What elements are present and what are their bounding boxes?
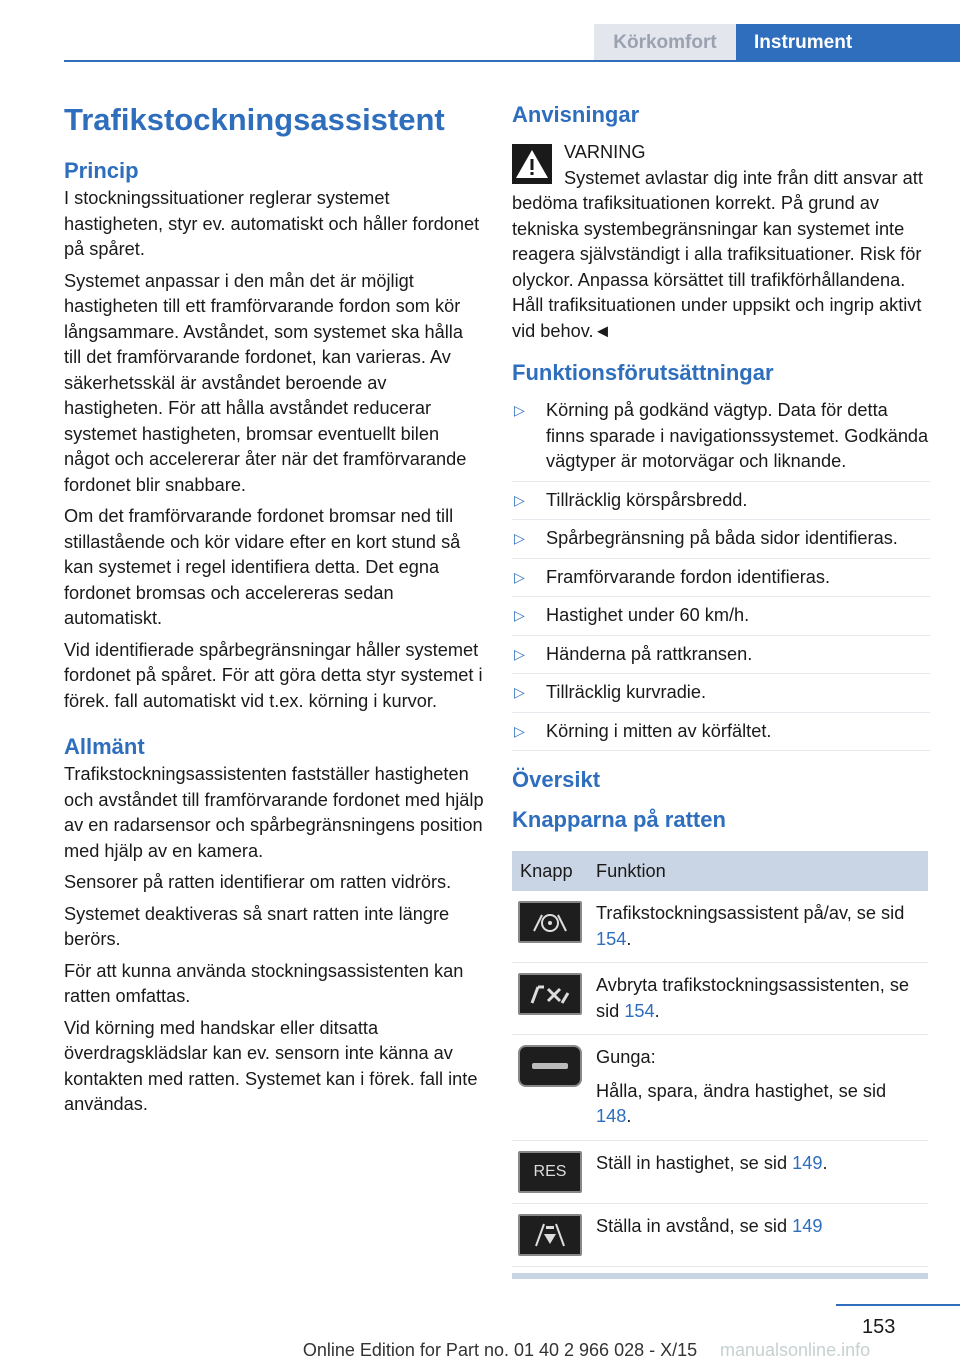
page-link[interactable]: 148 (596, 1106, 627, 1126)
warning-title: VARNING (564, 142, 646, 162)
page-link[interactable]: 149 (792, 1215, 823, 1236)
right-column (512, 100, 930, 1279)
page-link[interactable]: 154 (596, 928, 627, 949)
bullet-triangle-icon: ▷ (514, 684, 525, 700)
bullet-triangle-icon: ▷ (514, 568, 525, 585)
distance-icon (518, 1214, 582, 1256)
page-link[interactable]: 149 (792, 1152, 823, 1173)
table-bottom-bar (512, 1273, 928, 1279)
page-link[interactable]: 154 (624, 1000, 655, 1021)
page-number: 153 (862, 1316, 896, 1338)
edition-text: Online Edition for Part no. 01 40 2 966 028 - X/15 (302, 1340, 698, 1360)
tab-instrument[interactable]: Instrument (736, 24, 960, 62)
list-item (512, 719, 930, 752)
list-item-text: Hastighet under 60 km/h. (546, 605, 750, 625)
list-item-text: Tillräcklig kurvradie. (546, 682, 707, 702)
allmant-paragraph-4: För att kunna använda stockningsassistenten kan ratten omfattas. (64, 960, 464, 1006)
bullet-triangle-icon: ▷ (514, 645, 525, 662)
heading-anvisningar: Anvisningar (512, 102, 640, 127)
list-item-text: Händerna på rattkransen. (546, 643, 753, 664)
page-header (0, 0, 960, 62)
res-button-icon (518, 1151, 582, 1193)
princip-paragraph-2: Systemet anpassar i den mån det är möjligt hastigheten till ett framförvarande fordon som kör långsammare. Avståndet, som systemet ska hålla till det framförvarande fordonet, kan varieras. Av säkerhetsskäl är avståndet beroende av hastigheten. För att hålla avståndet reducerar systemet hastigheten, bromsar eventuellt bilen något och accelererar åter när det framförvarande fordonet blir snabbare. (64, 270, 467, 495)
bullet-triangle-icon: ▷ (514, 722, 525, 739)
warning-box (512, 140, 930, 344)
heading-oversikt: Översikt (512, 767, 601, 792)
heading-allmant: Allmänt (64, 734, 145, 759)
row-3-end: . (626, 1106, 632, 1126)
list-item-text: Spårbegränsning på båda sidor identifieras. (546, 528, 898, 548)
steering-assist-icon (518, 901, 582, 943)
tab-korkomfort[interactable]: Körkomfort (594, 24, 736, 62)
princip-paragraph-3: Om det framförvarande fordonet bromsar ned till stillastående och kör vidare efter en kort stund så kan systemet i regel identifiera detta. Det egna fordonet bromsas och accelereras sedan automatiskt. (64, 506, 461, 628)
list-item-text: Körning på godkänd vägtyp. Data för detta finns sparade i navigationssystemet. Godkända vägtyper är motorvägar och liknande. (546, 400, 929, 471)
row-4-text: Ställ in hastighet, se sid (596, 1152, 793, 1173)
list-item (512, 526, 930, 559)
allmant-paragraph-5: Vid körning med handskar eller ditsatta överdragsklädslar kan ev. sensorn inte känna av kontakten med ratten. Systemet kan i förek. fall inte användas. (64, 1017, 478, 1114)
row-1-text: Trafikstockningsassistent på/av, se sid (596, 903, 905, 923)
heading-princip: Princip (64, 158, 139, 183)
bullet-triangle-icon: ▷ (514, 402, 525, 418)
list-item (512, 398, 930, 482)
princip-paragraph-4: Vid identifierade spårbegränsningar håller systemet fordonet på spåret. För att göra detta styr systemet i förek. fall automatiskt vid t.ex. körning i kurvor. (64, 639, 483, 711)
warning-triangle-icon (512, 144, 552, 184)
list-item-text: Tillräcklig körspårsbredd. (546, 489, 748, 510)
page-title: Trafikstockningsassistent (64, 102, 445, 137)
princip-paragraph-1: I stockningssituationer reglerar systemet hastigheten, styr ev. automatiskt och håller fordonet på spåret. (64, 188, 480, 259)
table-header-knapp: Knapp (512, 851, 588, 891)
list-item (512, 565, 930, 598)
requirements-list (512, 398, 930, 751)
bullet-triangle-icon: ▷ (514, 607, 525, 623)
list-item-text: Körning i mitten av körfältet. (546, 720, 772, 741)
list-item (512, 680, 930, 713)
row-3-text: Gunga: (596, 1047, 656, 1067)
bullet-triangle-icon: ▷ (514, 530, 525, 546)
list-item (512, 642, 930, 675)
table-row (512, 891, 928, 963)
cancel-assist-icon (518, 973, 582, 1015)
heading-knapparna: Knapparna på ratten (512, 807, 726, 832)
watermark: manualsonline.info (720, 1340, 871, 1360)
table-row (512, 1035, 928, 1141)
row-3-text-2: Hålla, spara, ändra hastighet, se sid (596, 1080, 887, 1101)
row-5-text: Ställa in avstånd, se sid (596, 1215, 793, 1236)
footer-divider (836, 1304, 960, 1306)
table-row (512, 963, 928, 1035)
header-divider (64, 60, 960, 62)
row-2-text: Avbryta trafikstockningsassistenten, se sid (596, 975, 910, 1021)
allmant-paragraph-3: Systemet deaktiveras så snart ratten inte längre berörs. (64, 903, 450, 949)
left-column (64, 100, 484, 1124)
list-item (512, 488, 930, 521)
row-4-end: . (822, 1152, 828, 1173)
warning-text: Systemet avlastar dig inte från ditt ansvar att bedöma trafiksituationen korrekt. På grund av tekniska systembegränsningar kan systemet inte reagera självständigt i alla trafiksituationer. Risk för olyckor. Anpassa körsättet till trafikförhållandena. Håll trafiksituationen under uppsikt och ingrip aktivt vid behov.◄ (512, 167, 923, 341)
row-1-end: . (626, 928, 632, 949)
allmant-paragraph-2: Sensorer på ratten identifierar om ratten vidrörs. (64, 872, 452, 892)
table-row (512, 1140, 928, 1203)
table-row (512, 1203, 928, 1266)
res-label: RES (533, 1162, 567, 1180)
heading-funktionsforutsattningar: Funktionsförutsättningar (512, 360, 774, 385)
rocker-icon (518, 1045, 582, 1087)
row-2-end: . (654, 1000, 660, 1021)
list-item-text: Framförvarande fordon identifieras. (546, 566, 831, 587)
buttons-table (512, 851, 928, 1267)
allmant-paragraph-1: Trafikstockningsassistenten fastställer hastigheten och avståndet till framförvarande fordonet med hjälp av en radarsensor och spårbegränsningens position med hjälp av en kamera. (64, 764, 484, 861)
bullet-triangle-icon: ▷ (514, 491, 525, 508)
list-item (512, 603, 930, 636)
table-header-funktion: Funktion (588, 851, 928, 891)
